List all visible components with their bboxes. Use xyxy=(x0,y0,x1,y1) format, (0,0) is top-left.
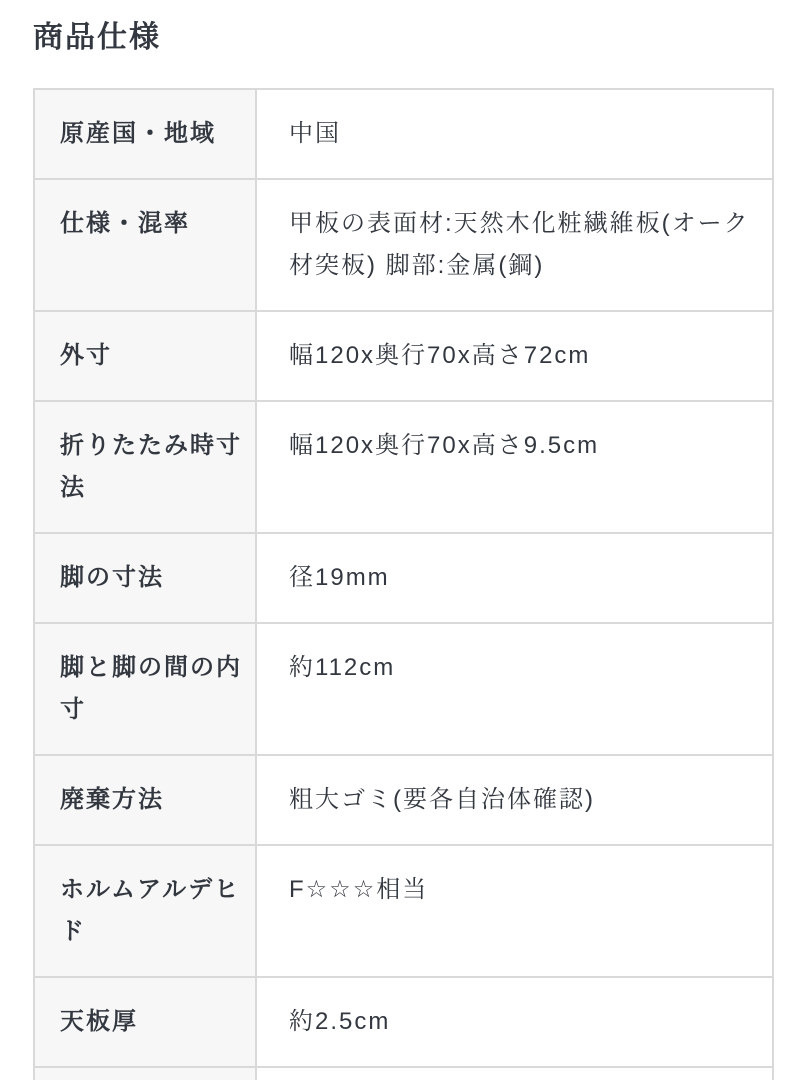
spec-value-cell: 甲板の表面材:天然木化粧繊維板(オーク材突板) 脚部:金属(鋼) xyxy=(256,179,773,311)
spec-value-cell xyxy=(256,1067,773,1080)
spec-row-folded-dimensions xyxy=(34,401,773,533)
spec-value-cell: F☆☆☆相当 xyxy=(256,845,773,977)
spec-row-formaldehyde xyxy=(34,845,773,977)
spec-label-cell: 廃棄方法 xyxy=(34,755,256,845)
spec-value-cell: 粗大ゴミ(要各自治体確認) xyxy=(256,755,773,845)
spec-row-tabletop-thickness xyxy=(34,977,773,1067)
spec-label-cell: 仕様・混率 xyxy=(34,179,256,311)
spec-label-cell: 原産国・地域 xyxy=(34,89,256,179)
spec-row-outer-dimensions xyxy=(34,311,773,401)
spec-label-cell: 脚の寸法 xyxy=(34,533,256,623)
spec-value-cell: 約112cm xyxy=(256,623,773,755)
spec-row-disposal-method xyxy=(34,755,773,845)
product-spec-table xyxy=(33,88,774,1080)
spec-label-cell xyxy=(34,1067,256,1080)
spec-row-materials xyxy=(34,179,773,311)
spec-value-cell: 中国 xyxy=(256,89,773,179)
spec-value-cell: 幅120x奥行70x高さ9.5cm xyxy=(256,401,773,533)
spec-label-cell: 折りたたみ時寸法 xyxy=(34,401,256,533)
spec-value-cell: 約2.5cm xyxy=(256,977,773,1067)
page-title: 商品仕様 xyxy=(33,21,161,54)
spec-row-leg-size xyxy=(34,533,773,623)
spec-label-cell: 脚と脚の間の内寸 xyxy=(34,623,256,755)
spec-row-country xyxy=(34,89,773,179)
spec-label-cell: 外寸 xyxy=(34,311,256,401)
spec-value-cell: 幅120x奥行70x高さ72cm xyxy=(256,311,773,401)
spec-row-inner-width-between-legs xyxy=(34,623,773,755)
spec-value-cell: 径19mm xyxy=(256,533,773,623)
spec-label-cell: ホルムアルデヒド xyxy=(34,845,256,977)
spec-row-cut-off xyxy=(34,1067,773,1080)
spec-label-cell: 天板厚 xyxy=(34,977,256,1067)
